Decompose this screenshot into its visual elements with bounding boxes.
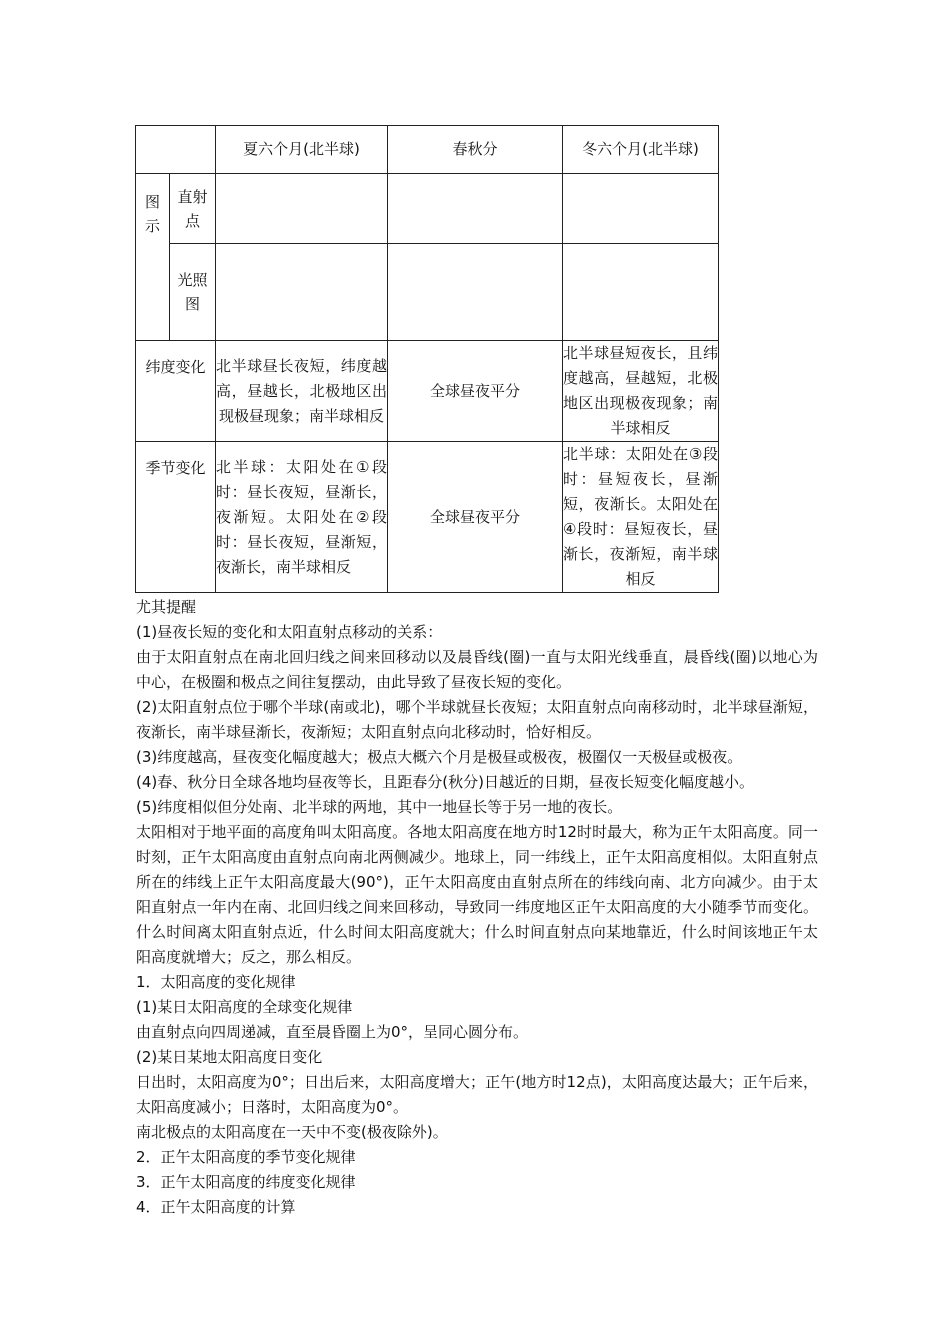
daylight-comparison-table (135, 125, 719, 593)
paragraph: 日出时，太阳高度为0°；日出后来，太阳高度增大；正午(地方时12点)，太阳高度达最大；正午后来，太阳高度减小；日落时，太阳高度为0°。 (136, 1073, 818, 1116)
light-map-text: 光照图 (177, 271, 208, 313)
header-winter: 冬六个月(北半球) (563, 126, 719, 174)
body-text (136, 595, 818, 1220)
light-map-label (170, 244, 216, 341)
paragraph: (4)春、秋分日全球各地均昼夜等长，且距春分(秋分)日越近的日期，昼夜长短变化幅度越小。 (136, 773, 754, 791)
paragraph: 由于太阳直射点在南北回归线之间来回移动以及晨昏线(圈)一直与太阳光线垂直，晨昏线(圈)以地心为中心，在极圈和极点之间往复摆动，由此导致了昼夜长短的变化。 (136, 648, 818, 691)
latitude-winter-text: 北半球昼短夜长，且纬度越高，昼越短，北极地区出现极夜现象；南半球相反 (563, 341, 719, 442)
paragraph: (1)某日太阳高度的全球变化规律 (136, 998, 353, 1016)
direct-point-text: 直射点 (177, 187, 208, 230)
direct-point-summer-cell (216, 174, 388, 244)
figure-group-text: 图示 (145, 193, 161, 235)
paragraph: (1)昼夜长短的变化和太阳直射点移动的关系： (136, 623, 443, 641)
table-row-season (136, 442, 719, 593)
direct-point-equinox-cell (388, 174, 563, 244)
paragraph: 尤其提醒 (136, 598, 197, 616)
table-header-row (136, 126, 719, 174)
paragraph: 由直射点向四周递减，直至晨昏圈上为0°，呈同心圆分布。 (136, 1023, 529, 1041)
header-equinox: 春秋分 (388, 126, 563, 174)
latitude-summer-text: 北半球昼长夜短，纬度越高，昼越长，北极地区出现极昼现象；南半球相反 (216, 341, 388, 442)
season-summer-text: 北半球：太阳处在①段时：昼长夜短，昼渐长，夜渐短。太阳处在②段时：昼长夜短，昼渐短，夜渐长，南半球相反 (216, 442, 388, 593)
paragraph: 3．正午太阳高度的纬度变化规律 (136, 1173, 356, 1191)
paragraph: (2)某日某地太阳高度日变化 (136, 1048, 323, 1066)
paragraph: 南北极点的太阳高度在一天中不变(极夜除外)。 (136, 1123, 448, 1141)
header-blank-cell (136, 126, 216, 174)
paragraph: 1．太阳高度的变化规律 (136, 973, 296, 991)
paragraph: 2．正午太阳高度的季节变化规律 (136, 1148, 356, 1166)
paragraph: (2)太阳直射点位于哪个半球(南或北)，哪个半球就昼长夜短；太阳直射点向南移动时，北半球昼渐短，夜渐长，南半球昼渐长，夜渐短；太阳直射点向北移动时，恰好相反。 (136, 698, 818, 741)
paragraph: 太阳相对于地平面的高度角叫太阳高度。各地太阳高度在地方时12时时最大，称为正午太阳高度。同一时刻，正午太阳高度由直射点向南北两侧减少。地球上，同一纬线上，正午太阳高度相似。太阳直射点所在的纬线上正午太阳高度最大(90°)，正午太阳高度由直射点所在的纬线向南、北方向减少。由于太阳直射点一年内在南、北回归线之间来回移动，导致同一纬度地区正午太阳高度的大小随季节而变化。什么时间离太阳直射点近，什么时间太阳高度就大；什么时间直射点向某地靠近，什么时间该地正午太阳高度就增大；反之，那么相反。 (136, 823, 818, 966)
latitude-change-label: 纬度变化 (136, 341, 216, 442)
light-map-winter-cell (563, 244, 719, 341)
direct-point-winter-cell (563, 174, 719, 244)
direct-point-label (170, 174, 216, 244)
table-row-light-map (136, 244, 719, 341)
table-row-direct-point (136, 174, 719, 244)
light-map-equinox-cell (388, 244, 563, 341)
paragraph: (3)纬度越高，昼夜变化幅度越大；极点大概六个月是极昼或极夜，极圈仅一天极昼或极夜。 (136, 748, 743, 766)
season-winter-text: 北半球：太阳处在③段时：昼短夜长，昼渐短，夜渐长。太阳处在④段时：昼短夜长，昼渐长，夜渐短，南半球相反 (563, 442, 719, 593)
figure-group-label (136, 174, 170, 341)
light-map-summer-cell (216, 244, 388, 341)
header-summer: 夏六个月(北半球) (216, 126, 388, 174)
latitude-equinox-text: 全球昼夜平分 (388, 341, 563, 442)
table-row-latitude (136, 341, 719, 442)
paragraph: 4．正午太阳高度的计算 (136, 1198, 296, 1216)
season-equinox-text: 全球昼夜平分 (388, 442, 563, 593)
season-change-label: 季节变化 (136, 442, 216, 593)
paragraph: (5)纬度相似但分处南、北半球的两地，其中一地昼长等于另一地的夜长。 (136, 798, 623, 816)
